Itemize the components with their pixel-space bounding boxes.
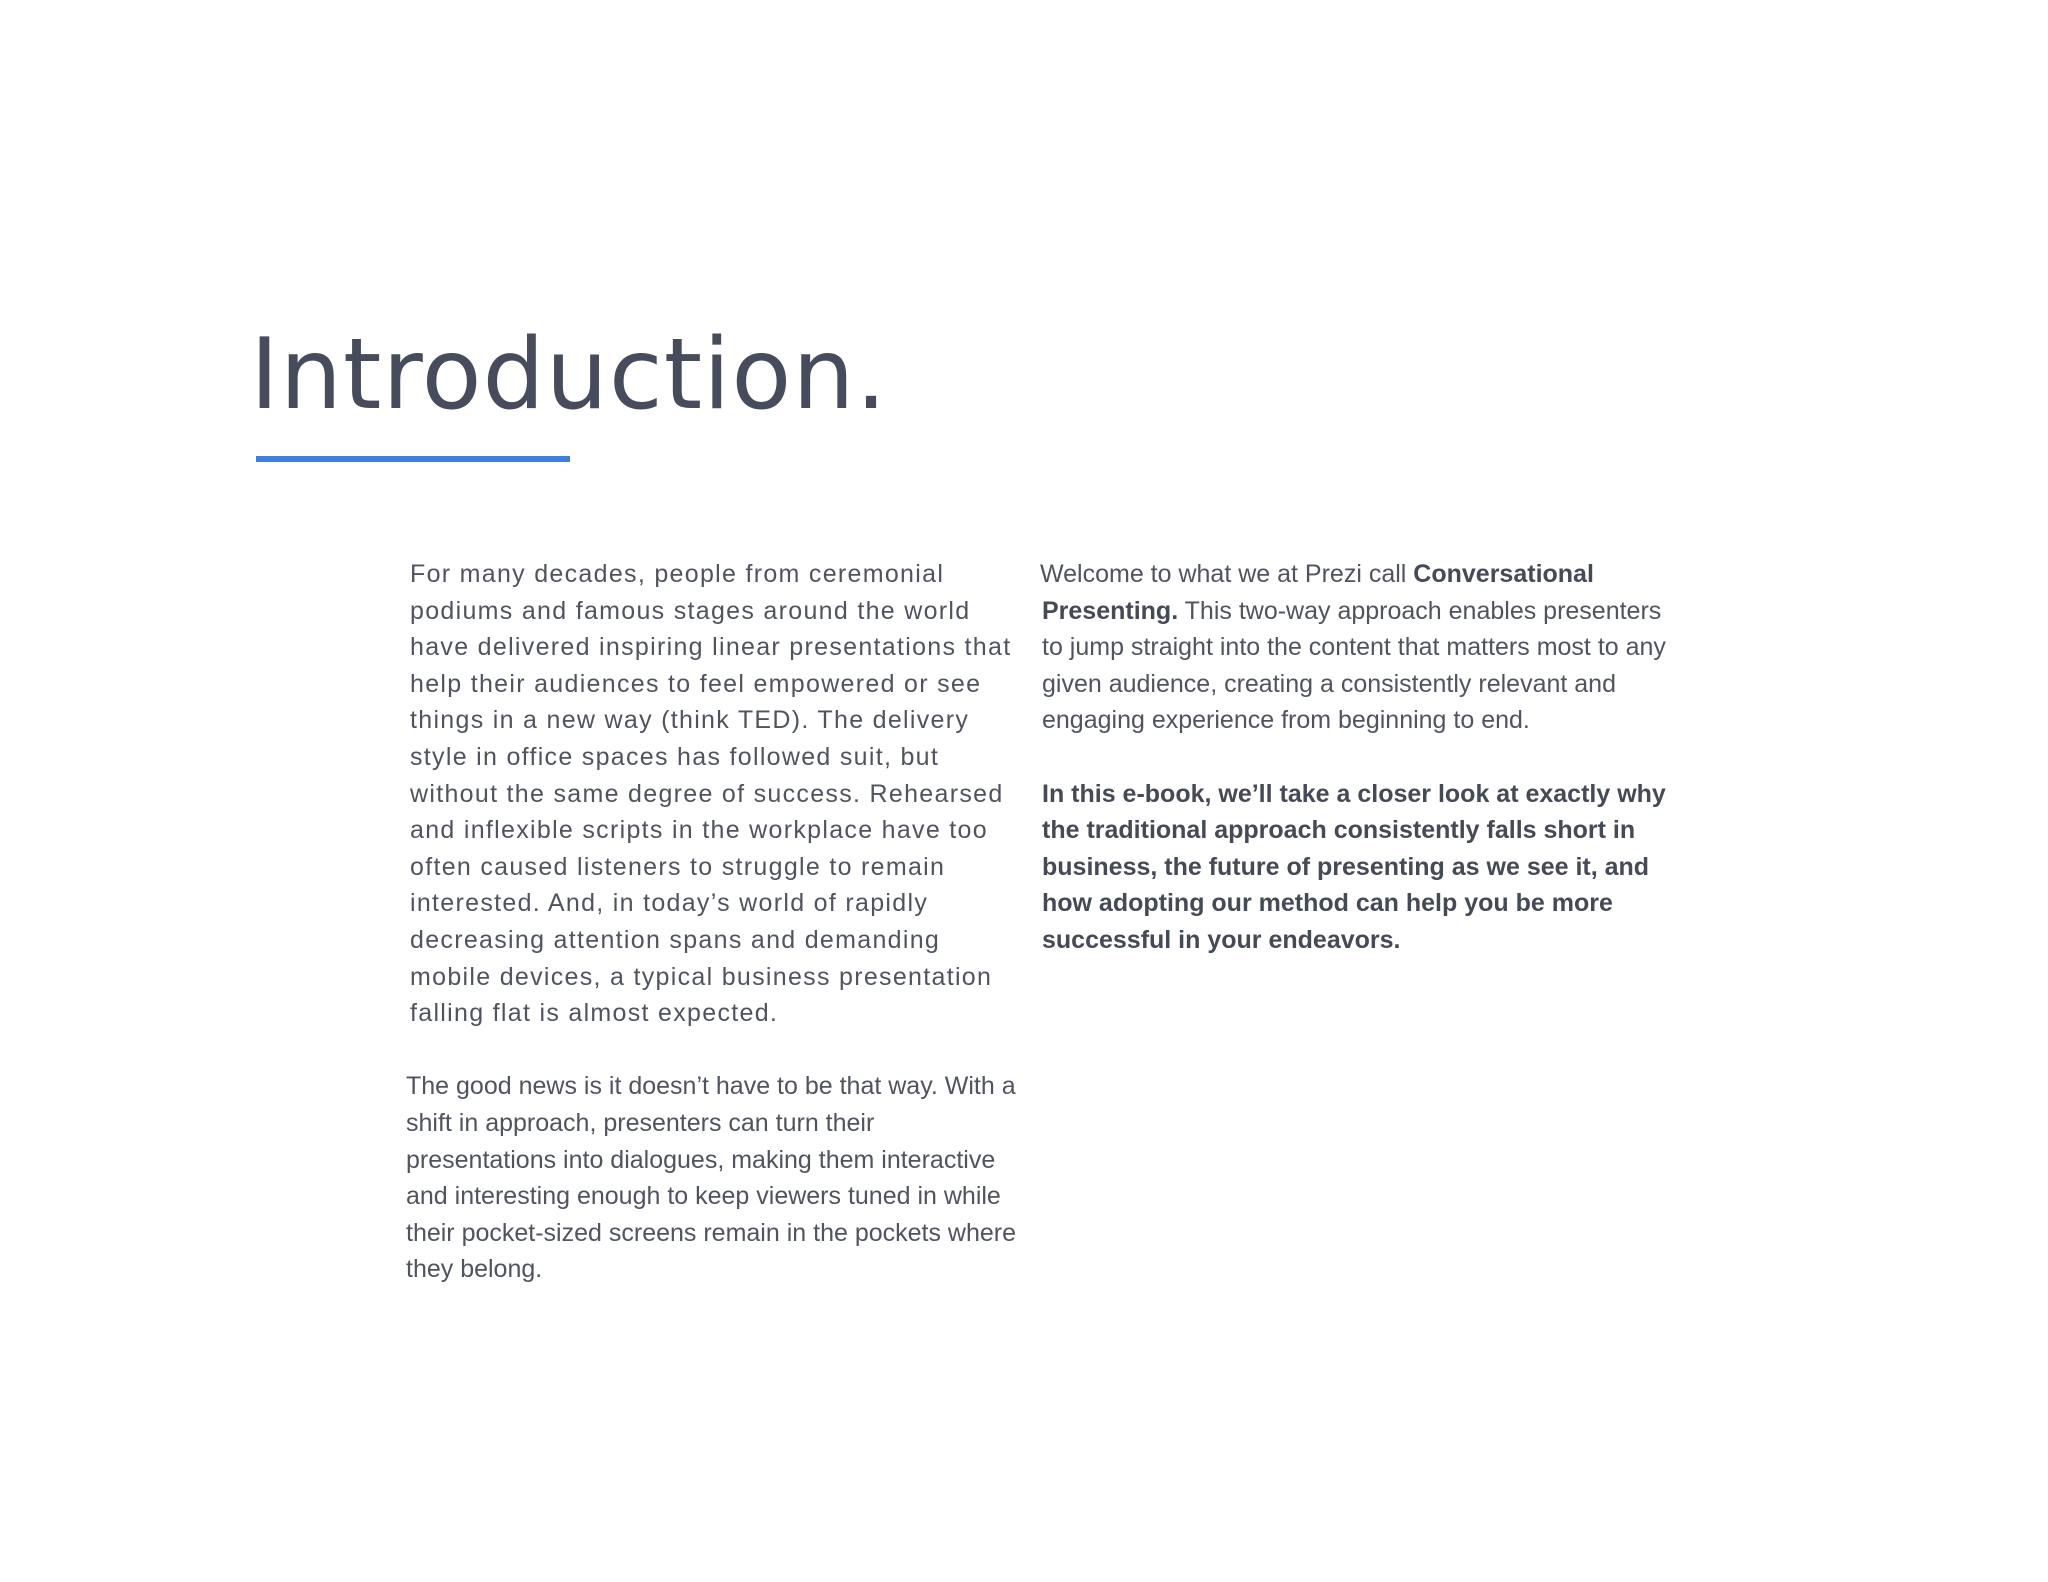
title-underline bbox=[256, 456, 570, 462]
left-paragraph-2: The good news is it doesn’t have to be that way. With a shift in approach, presenters can turn their presentations into dialogues, making them interactive and interesting enough to keep viewers tuned in while their pocket-sized screens remain in the pockets where they belong. bbox=[406, 1072, 1017, 1284]
right-paragraph-2: In this e-book, we’ll take a closer look at exactly why the traditional approach consistently falls short in business, the future of presenting as we see it, and how adopting our method can help you be more successful in your endeavors. bbox=[1042, 779, 1666, 954]
left-paragraph-1: For many decades, people from ceremonial podiums and famous stages around the world have delivered inspiring linear presentations that help their audiences to feel empowered or see things in a new way (think TED). The delivery style in office spaces has followed suit, but without the same degree of success. Rehearsed and inflexible scripts in the workplace have too often caused listeners to struggle to remain interested. And, in today’s world of rapidly decreasing attention spans and demanding mobile devices, a typical business presentation falling flat is almost expected. bbox=[410, 560, 1012, 1028]
conversational-presenting-term: Conversational Presenting. bbox=[1042, 560, 1594, 625]
left-column bbox=[406, 556, 1020, 1288]
page-title: Introduction. bbox=[250, 318, 888, 432]
right-paragraph-1-lead: Welcome to what we at Prezi call bbox=[1040, 560, 1414, 588]
right-column bbox=[1042, 556, 1672, 959]
right-paragraph-1 bbox=[1042, 556, 1672, 739]
right-paragraph-1-rest: This two-way approach enables presenters to jump straight into the content that matters most to any given audience, creating a consistently relevant and engaging experience from beginning to end. bbox=[1042, 596, 1666, 735]
